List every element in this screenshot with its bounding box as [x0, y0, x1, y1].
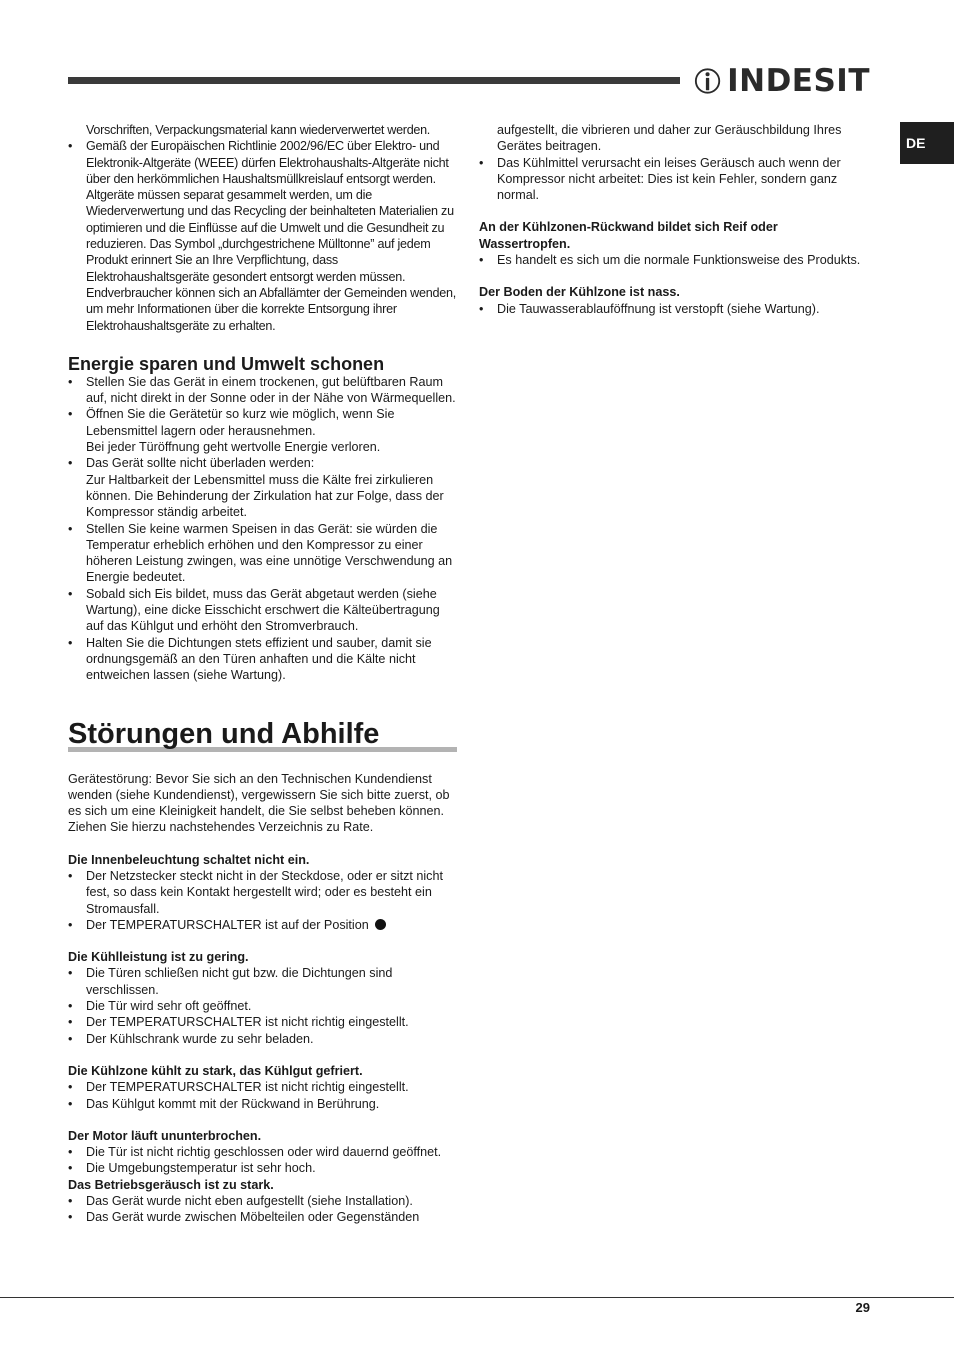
fault-heading: An der Kühlzonen-Rückwand bildet sich Reif oder Wassertropfen.	[479, 220, 778, 251]
list-item: • Das Gerät wurde zwischen Möbelteilen oder Gegenständen	[68, 1209, 458, 1225]
list-item: • Das Kühlgut kommt mit der Rückwand in Berührung.	[68, 1096, 458, 1112]
header-rule	[68, 77, 680, 84]
list-item: • Die Tür ist nicht richtig geschlossen oder wird dauernd geöffnet.	[68, 1144, 458, 1160]
list-item: • Öffnen Sie die Gerätetür so kurz wie möglich, wenn Sie Lebensmittel lagern oder herausnehmen. Bei jeder Türöffnung geht wertvolle Energie verloren.	[68, 406, 458, 455]
list-item: • Halten Sie die Dichtungen stets effizient und sauber, damit sie ordnungsgemäß an den Türen anhaften und die Kälte nicht entweichen lassen (siehe Wartung).	[68, 635, 458, 684]
list-item: • Stellen Sie das Gerät in einem trockenen, gut belüftbaren Raum auf, nicht direkt in der Sonne oder in der Nähe von Wärmequellen.	[68, 374, 458, 407]
list-item: • Gemäß der Europäischen Richtlinie 2002/96/EC über Elektro- und Elektronik-Altgeräte (WEEE) dürfen Elektrohaushalts-Altgeräte nicht über den herkömmlichen Haushaltsmüllkreislauf entsorgt werden. Altgeräte müssen separat gesammelt werden, um die Wiederverwertung und das Recycling der beinhalteten Materialien zu optimieren und die Einflüsse auf die Umwelt und die Gesundheit zu reduzieren. Das Symbol „durchgestrichene Mülltonne” auf jedem Produkt erinnert Sie an Ihre Verpflichtung, dass Elektrohaushaltsgeräte gesondert entsorgt werden müssen. Endverbraucher können sich an Abfallämter der Gemeinden wenden, um mehr Informationen über die korrekte Entsorgung ihrer Elektrohaushaltsgeräte zu erhalten.	[68, 138, 458, 334]
fault-list	[479, 301, 865, 317]
troubleshooting-intro: Gerätestörung: Bevor Sie sich an den Technischen Kundendienst wenden (siehe Kundendienst), vergewissern Sie sich bitte zuerst, ob es sich um eine Kleinigkeit handelt, die Sie selbst beheben können. Ziehen Sie hierzu nachstehendes Verzeichnis zu Rate.	[68, 771, 450, 835]
fault-list	[68, 965, 458, 1046]
list-item: • Stellen Sie keine warmen Speisen in das Gerät: sie würden die Temperatur erheblich erhöhen und den Kompressor zu einer höheren Leistung zwingen, was eine unnötige Verschwendung an Energie bedeutet.	[68, 521, 458, 586]
fault-heading: Die Kühlleistung ist zu gering.	[68, 950, 249, 965]
fault-list	[68, 1079, 458, 1112]
section-heading-energy: Energie sparen und Umwelt schonen	[68, 353, 385, 374]
brand-logo	[694, 58, 870, 104]
list-item: • Der Netzstecker steckt nicht in der Steckdose, oder er sitzt nicht fest, so dass kein Kontakt hergestellt wird; oder es besteht ein Stromausfall.	[68, 868, 458, 917]
indesit-i-logo-icon	[694, 58, 721, 104]
fault-list	[479, 252, 865, 268]
list-item: • Das Kühlmittel verursacht ein leises Geräusch auch wenn der Kompressor nicht arbeitet: Dies ist kein Fehler, sondern ganz normal.	[479, 155, 865, 204]
list-item-extra: Bei jeder Türöffnung geht wertvolle Energie verloren.	[86, 440, 381, 455]
right-column	[479, 122, 865, 317]
continued-text: aufgestellt, die vibrieren und daher zur Geräuschbildung Ihres Gerätes beitragen.	[497, 123, 842, 154]
fault-list	[68, 1144, 458, 1177]
list-item: • Das Gerät sollte nicht überladen werden: Zur Haltbarkeit der Lebensmittel muss die Kälte frei zirkulieren können. Die Behinderung der Zirkulation hat zur Folge, dass der Kompressor ständig arbeitet.	[68, 455, 458, 520]
fault-heading: Die Kühlzone kühlt zu stark, das Kühlgut gefriert.	[68, 1063, 363, 1078]
continued-text: Vorschriften, Verpackungsmaterial kann wiederverwertet werden.	[86, 123, 430, 137]
fault-list	[68, 868, 458, 933]
language-tab: DE	[900, 122, 954, 164]
list-item: • Die Türen schließen nicht gut bzw. die Dichtungen sind verschlissen.	[68, 965, 458, 998]
energy-list	[68, 374, 458, 684]
list-item: • Die Tauwasserablauföffnung ist verstopft (siehe Wartung).	[479, 301, 865, 317]
footer-rule	[0, 1297, 954, 1298]
filled-dot-position-icon	[375, 919, 386, 930]
left-column	[68, 122, 458, 1226]
list-item: • Der Kühlschrank wurde zu sehr beladen.	[68, 1031, 458, 1047]
page-title-troubleshooting: Störungen und Abhilfe	[68, 718, 457, 751]
fault-heading: Der Motor läuft ununterbrochen.	[68, 1128, 262, 1143]
brand-wordmark: INDESIT	[727, 63, 870, 99]
list-item: • Die Umgebungstemperatur ist sehr hoch.	[68, 1160, 458, 1176]
list-item: • Der TEMPERATURSCHALTER ist nicht richtig eingestellt.	[68, 1079, 458, 1095]
fault-heading: Der Boden der Kühlzone ist nass.	[479, 285, 680, 300]
list-item-extra: Zur Haltbarkeit der Lebensmittel muss die Kälte frei zirkulieren können. Die Behinderung der Zirkulation hat zur Folge, dass der Kompressor ständig arbeitet.	[86, 472, 444, 520]
fault-heading: Die Innenbeleuchtung schaltet nicht ein.	[68, 852, 310, 867]
list-item: • Sobald sich Eis bildet, muss das Gerät abgetaut werden (siehe Wartung), eine dicke Eisschicht erschwert die Kälteübertragung auf das Kühlgut und erhöht den Stromverbrauch.	[68, 586, 458, 635]
list-item: • Der TEMPERATURSCHALTER ist nicht richtig eingestellt.	[68, 1014, 458, 1030]
page-number: 29	[855, 1300, 870, 1315]
weee-list	[68, 138, 458, 334]
fault-list	[68, 1193, 458, 1226]
list-item: • Der TEMPERATURSCHALTER ist auf der Position	[68, 917, 458, 933]
fault-list	[479, 155, 865, 204]
list-item: • Das Gerät wurde nicht eben aufgestellt (siehe Installation).	[68, 1193, 458, 1209]
fault-heading: Das Betriebsgeräusch ist zu stark.	[68, 1177, 274, 1192]
list-item: • Es handelt es sich um die normale Funktionsweise des Produkts.	[479, 252, 865, 268]
list-item: • Die Tür wird sehr oft geöffnet.	[68, 998, 458, 1014]
